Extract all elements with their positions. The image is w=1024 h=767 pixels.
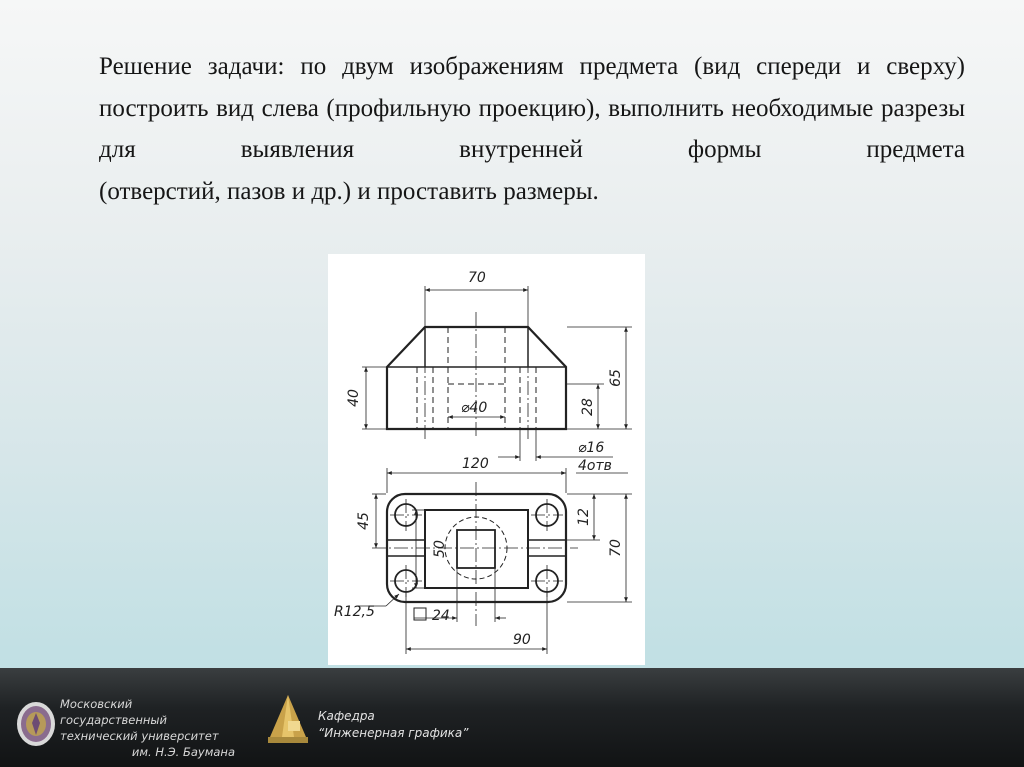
- dim-bore-depth: 28: [580, 398, 596, 416]
- dim-plan-length: 120: [462, 456, 489, 472]
- university-line-1: Московский государственный: [60, 697, 167, 727]
- drawing-svg: [328, 254, 645, 665]
- university-line-3: им. Н.Э. Баумана: [131, 745, 235, 759]
- dim-top-width: 70: [468, 270, 486, 286]
- technical-drawing: [328, 254, 645, 665]
- dim-plan-half-width: 45: [356, 512, 372, 530]
- dim-plan-width: 70: [608, 539, 624, 557]
- dim-plan-center-offset: 12: [576, 508, 592, 526]
- university-emblem-icon: [16, 701, 56, 747]
- footer-bar: [0, 668, 1024, 767]
- department-name: [318, 708, 468, 742]
- dim-front-height-left: 40: [346, 389, 362, 407]
- task-line-2: сверху) построить вид слева (профильную проекцию), выполнить: [99, 53, 965, 122]
- dim-bore-diameter: ⌀40: [461, 400, 488, 416]
- dim-hole-spacing: 90: [513, 632, 531, 648]
- dim-pocket-size: 50: [432, 540, 448, 558]
- dim-hole-diameter: ⌀16: [578, 440, 605, 456]
- dim-square-size: 24: [432, 608, 450, 624]
- task-line-1: Решение задачи: по двум изображениям предмета (вид спереди и: [99, 53, 871, 80]
- front-view: [387, 312, 566, 439]
- task-text: [99, 46, 965, 212]
- department-line-2: “Инженерная графика”: [318, 726, 469, 740]
- task-line-4: (отверстий, пазов и др.) и проставить размеры.: [99, 177, 599, 205]
- department-line-1: Кафедра: [318, 709, 375, 723]
- dim-corner-radius: R12,5: [334, 604, 375, 620]
- university-line-2: технический университет: [60, 729, 219, 743]
- dim-hole-count: 4отв: [578, 458, 612, 474]
- department-logo-icon: [266, 693, 310, 745]
- dim-front-height-right: 65: [608, 369, 624, 387]
- task-line-3: необходимые разрезы для выявления внутренней формы предмета: [99, 94, 965, 163]
- university-name: [60, 696, 235, 760]
